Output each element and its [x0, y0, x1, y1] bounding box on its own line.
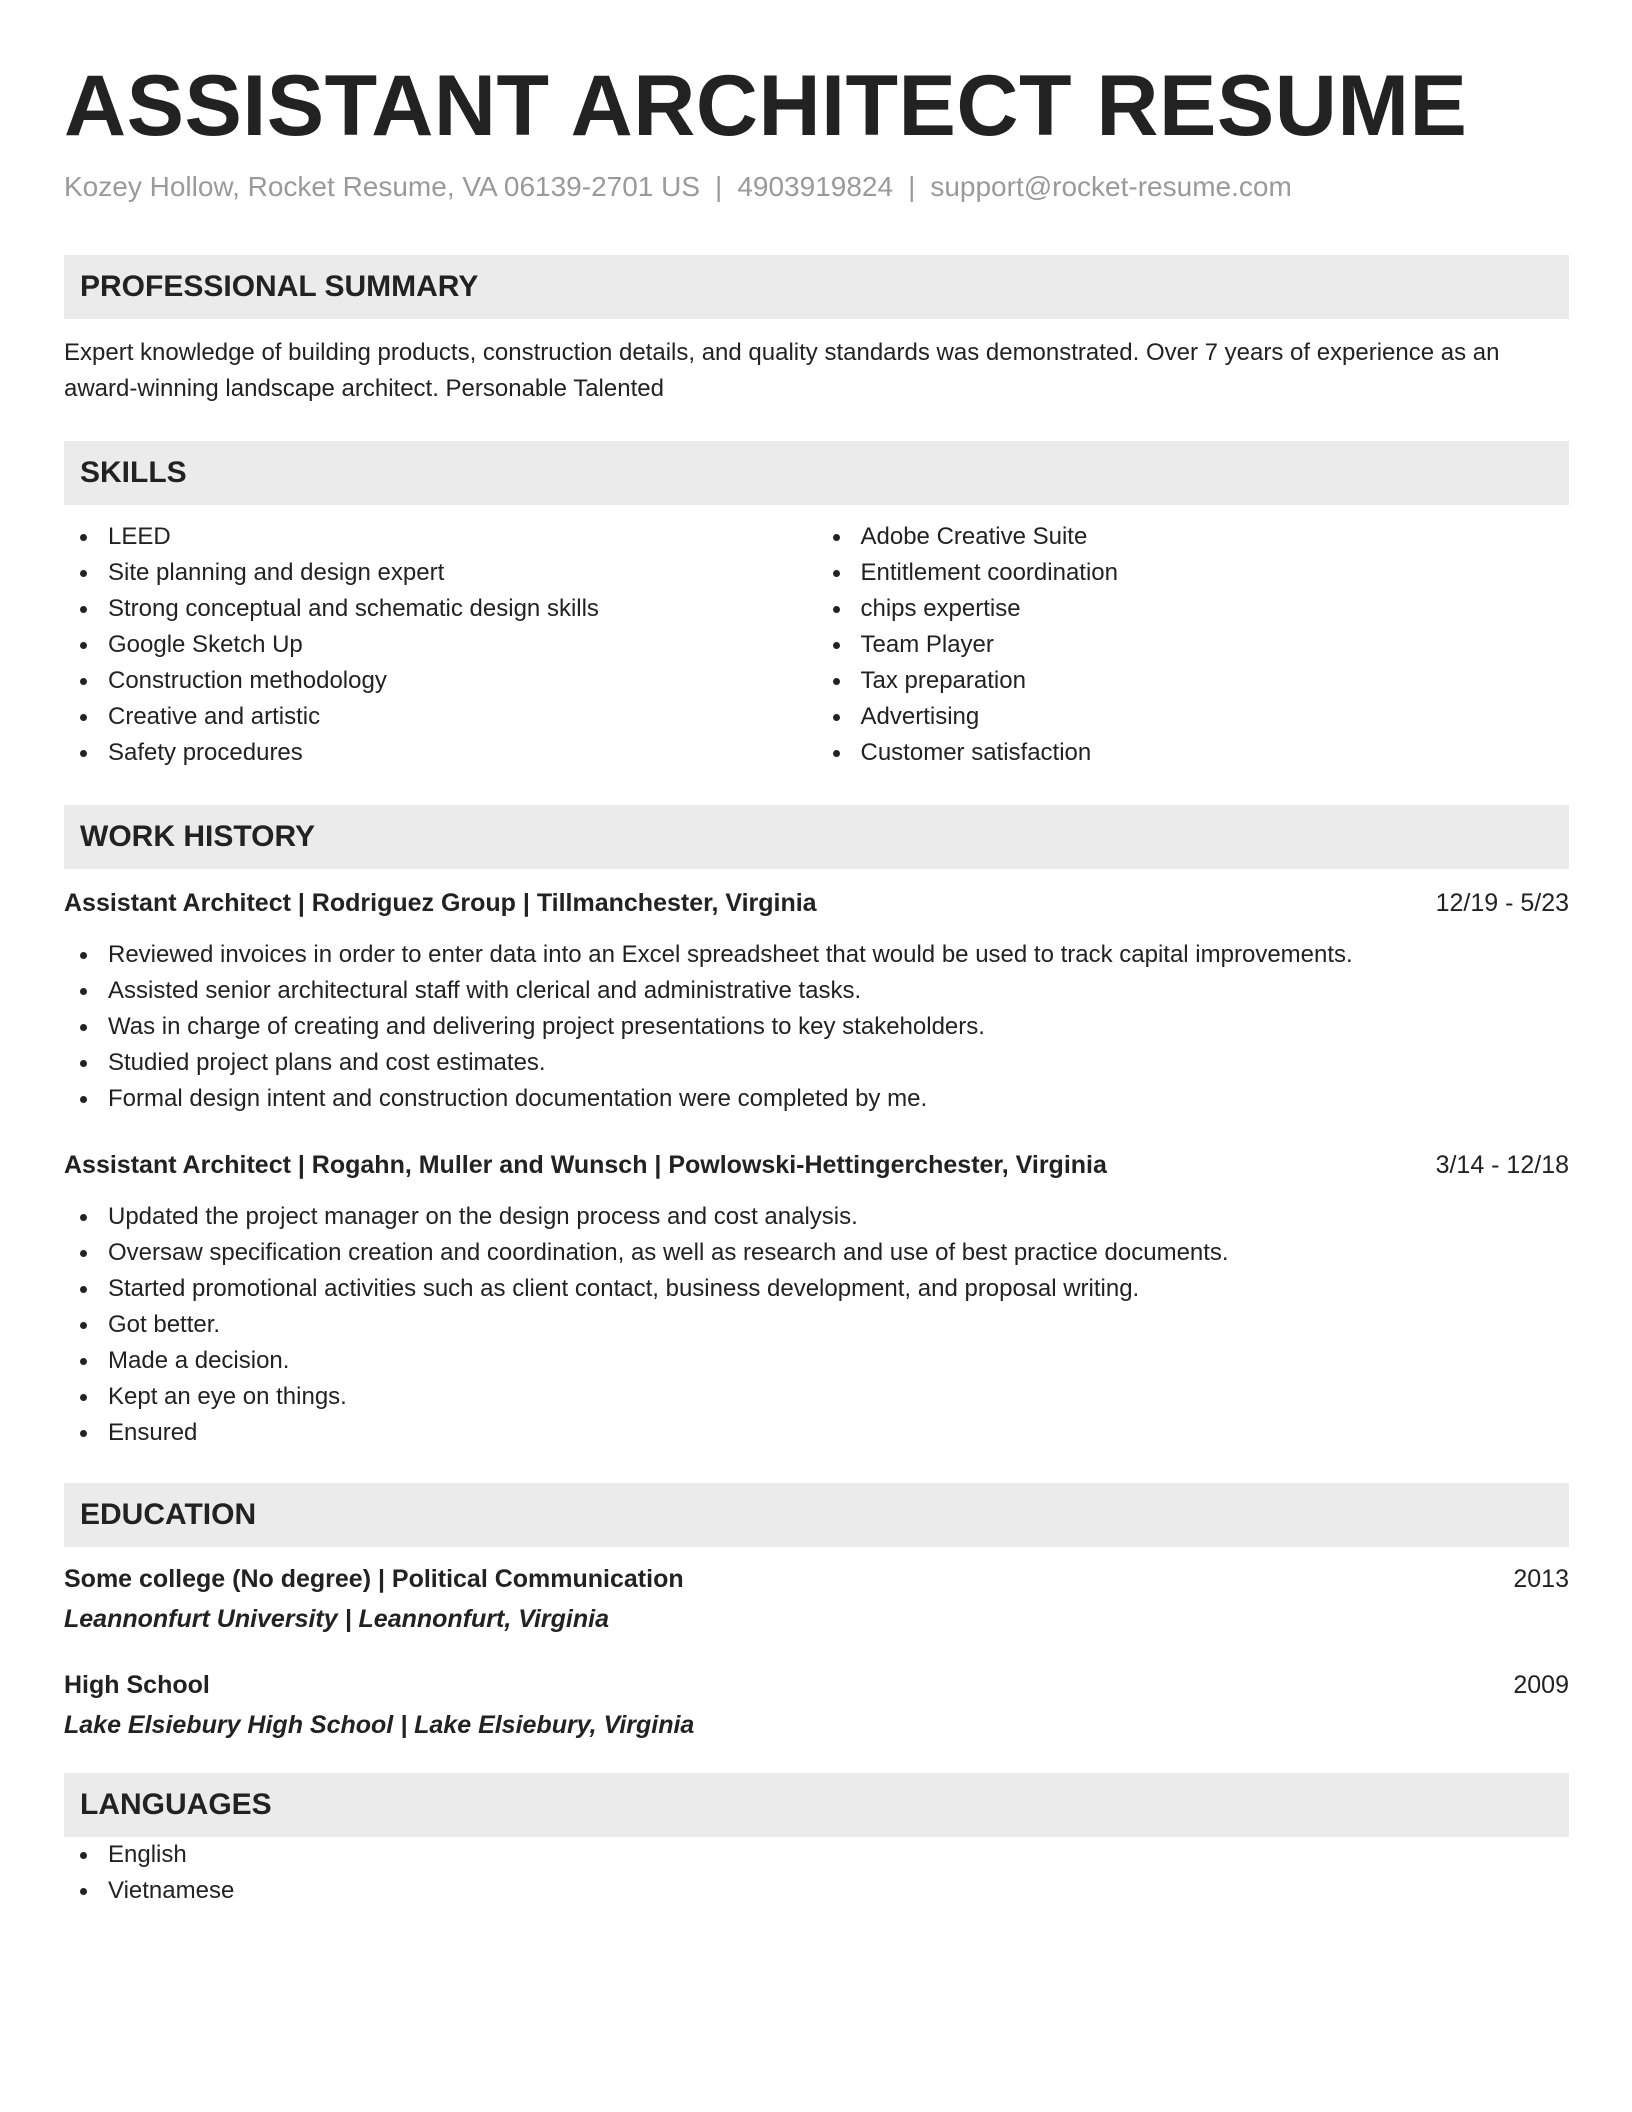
education-entry	[64, 1667, 1569, 1743]
languages-list	[64, 1837, 1569, 1909]
bullet-icon	[80, 1322, 87, 1329]
contact-phone: 4903919824	[737, 171, 894, 202]
skill-item	[817, 699, 1570, 735]
bullet-icon	[80, 714, 87, 721]
list-item	[64, 1307, 1569, 1343]
bullet-icon	[80, 1286, 87, 1293]
list-item	[64, 1045, 1569, 1081]
skill-item	[64, 735, 817, 771]
contact-separator: |	[715, 171, 723, 202]
duty-text: Reviewed invoices in order to enter data into an Excel spreadsheet that would be used to track capital improvements.	[108, 941, 1353, 968]
skill-label: Entitlement coordination	[860, 559, 1118, 586]
job-duties	[64, 1199, 1569, 1451]
skill-item	[64, 699, 817, 735]
skill-item	[64, 591, 817, 627]
list-item	[64, 1343, 1569, 1379]
bullet-icon	[80, 1024, 87, 1031]
list-item	[64, 1199, 1569, 1235]
list-item	[64, 1837, 1569, 1873]
skill-label: Advertising	[860, 703, 980, 730]
skills-list-right	[817, 519, 1570, 771]
bullet-icon	[80, 678, 87, 685]
job-dates: 3/14 - 12/18	[1435, 1151, 1569, 1179]
education-year: 2013	[1513, 1565, 1569, 1593]
list-item	[64, 937, 1569, 973]
skill-label: Adobe Creative Suite	[860, 523, 1088, 550]
list-item	[64, 1235, 1569, 1271]
bullet-icon	[833, 714, 840, 721]
bullet-icon	[833, 534, 840, 541]
list-item	[64, 1081, 1569, 1117]
contact-email: support@rocket-resume.com	[930, 171, 1292, 202]
skill-label: Tax preparation	[860, 667, 1026, 694]
bullet-icon	[80, 988, 87, 995]
bullet-icon	[80, 606, 87, 613]
skill-item	[817, 627, 1570, 663]
job-dates: 12/19 - 5/23	[1435, 889, 1569, 917]
education-header	[64, 1561, 1569, 1597]
skill-label: Google Sketch Up	[108, 631, 303, 658]
bullet-icon	[80, 750, 87, 757]
education-header	[64, 1667, 1569, 1703]
bullet-icon	[80, 1060, 87, 1067]
list-item	[64, 973, 1569, 1009]
contact-separator: |	[908, 171, 916, 202]
contact-address: Kozey Hollow, Rocket Resume, VA 06139-2701 US	[64, 171, 701, 202]
duty-text: Got better.	[108, 1311, 221, 1338]
duty-text: Formal design intent and construction documentation were completed by me.	[108, 1085, 928, 1112]
bullet-icon	[833, 606, 840, 613]
skill-item	[817, 555, 1570, 591]
bullet-icon	[80, 952, 87, 959]
skill-label: Customer satisfaction	[860, 739, 1092, 766]
job-entry	[64, 1147, 1569, 1451]
education-year: 2009	[1513, 1671, 1569, 1699]
summary-text: Expert knowledge of building products, construction details, and quality standards was demonstrated. Over 7 years of experience as an award-winning landscape architect. Personable Talented	[64, 339, 1500, 402]
skill-item	[64, 627, 817, 663]
bullet-icon	[833, 678, 840, 685]
education-degree: High School	[64, 1671, 210, 1699]
section-heading-work-history: WORK HISTORY	[64, 805, 1569, 869]
skill-label: Site planning and design expert	[108, 559, 445, 586]
skill-item	[817, 591, 1570, 627]
resume-title: ASSISTANT ARCHITECT RESUME	[64, 58, 1468, 154]
duty-text: Ensured	[108, 1419, 198, 1446]
list-item	[64, 1873, 1569, 1909]
duty-text: Started promotional activities such as client contact, business development, and proposal writing.	[108, 1275, 1140, 1302]
bullet-icon	[80, 1430, 87, 1437]
list-item	[64, 1379, 1569, 1415]
duty-text: Oversaw specification creation and coordination, as well as research and use of best practice documents.	[108, 1239, 1229, 1266]
bullet-icon	[80, 1888, 87, 1895]
skill-item	[64, 519, 817, 555]
job-title: Assistant Architect | Rodriguez Group | Tillmanchester, Virginia	[64, 889, 817, 917]
skill-item	[817, 663, 1570, 699]
skills-grid	[64, 519, 1569, 771]
job-duties	[64, 937, 1569, 1117]
duty-text: Kept an eye on things.	[108, 1383, 347, 1410]
job-header	[64, 885, 1569, 921]
education-entry	[64, 1561, 1569, 1637]
job-title: Assistant Architect | Rogahn, Muller and Wunsch | Powlowski-Hettingerchester, Virginia	[64, 1151, 1107, 1179]
education-school: Lake Elsiebury High School | Lake Elsiebury, Virginia	[64, 1711, 695, 1739]
bullet-icon	[80, 1214, 87, 1221]
skill-label: Creative and artistic	[108, 703, 321, 730]
skill-label: LEED	[108, 523, 171, 550]
bullet-icon	[833, 570, 840, 577]
duty-text: Studied project plans and cost estimates.	[108, 1049, 546, 1076]
bullet-icon	[80, 570, 87, 577]
duty-text: Updated the project manager on the design process and cost analysis.	[108, 1203, 858, 1230]
skills-list-left	[64, 519, 817, 771]
bullet-icon	[80, 1394, 87, 1401]
duty-text: Made a decision.	[108, 1347, 290, 1374]
bullet-icon	[80, 1250, 87, 1257]
skill-item	[64, 555, 817, 591]
skill-label: Team Player	[860, 631, 994, 658]
language-label: English	[108, 1841, 187, 1868]
skill-label: Strong conceptual and schematic design skills	[108, 595, 599, 622]
list-item	[64, 1009, 1569, 1045]
skill-label: Construction methodology	[108, 667, 387, 694]
skill-label: chips expertise	[860, 595, 1021, 622]
bullet-icon	[80, 534, 87, 541]
bullet-icon	[833, 642, 840, 649]
list-item	[64, 1415, 1569, 1451]
list-item	[64, 1271, 1569, 1307]
section-heading-education: EDUCATION	[64, 1483, 1569, 1547]
section-heading-skills: SKILLS	[64, 441, 1569, 505]
bullet-icon	[80, 642, 87, 649]
bullet-icon	[80, 1358, 87, 1365]
skill-label: Safety procedures	[108, 739, 303, 766]
skill-item	[817, 735, 1570, 771]
education-school: Leannonfurt University | Leannonfurt, Virginia	[64, 1605, 609, 1633]
section-heading-languages: LANGUAGES	[64, 1773, 1569, 1837]
job-header	[64, 1147, 1569, 1183]
section-heading-summary: PROFESSIONAL SUMMARY	[64, 255, 1569, 319]
skill-item	[64, 663, 817, 699]
skill-item	[817, 519, 1570, 555]
education-degree: Some college (No degree) | Political Communication	[64, 1565, 684, 1593]
bullet-icon	[80, 1852, 87, 1859]
duty-text: Assisted senior architectural staff with clerical and administrative tasks.	[108, 977, 862, 1004]
contact-line	[64, 170, 1569, 204]
language-label: Vietnamese	[108, 1877, 235, 1904]
job-entry	[64, 885, 1569, 1117]
bullet-icon	[833, 750, 840, 757]
bullet-icon	[80, 1096, 87, 1103]
duty-text: Was in charge of creating and delivering project presentations to key stakeholders.	[108, 1013, 985, 1040]
